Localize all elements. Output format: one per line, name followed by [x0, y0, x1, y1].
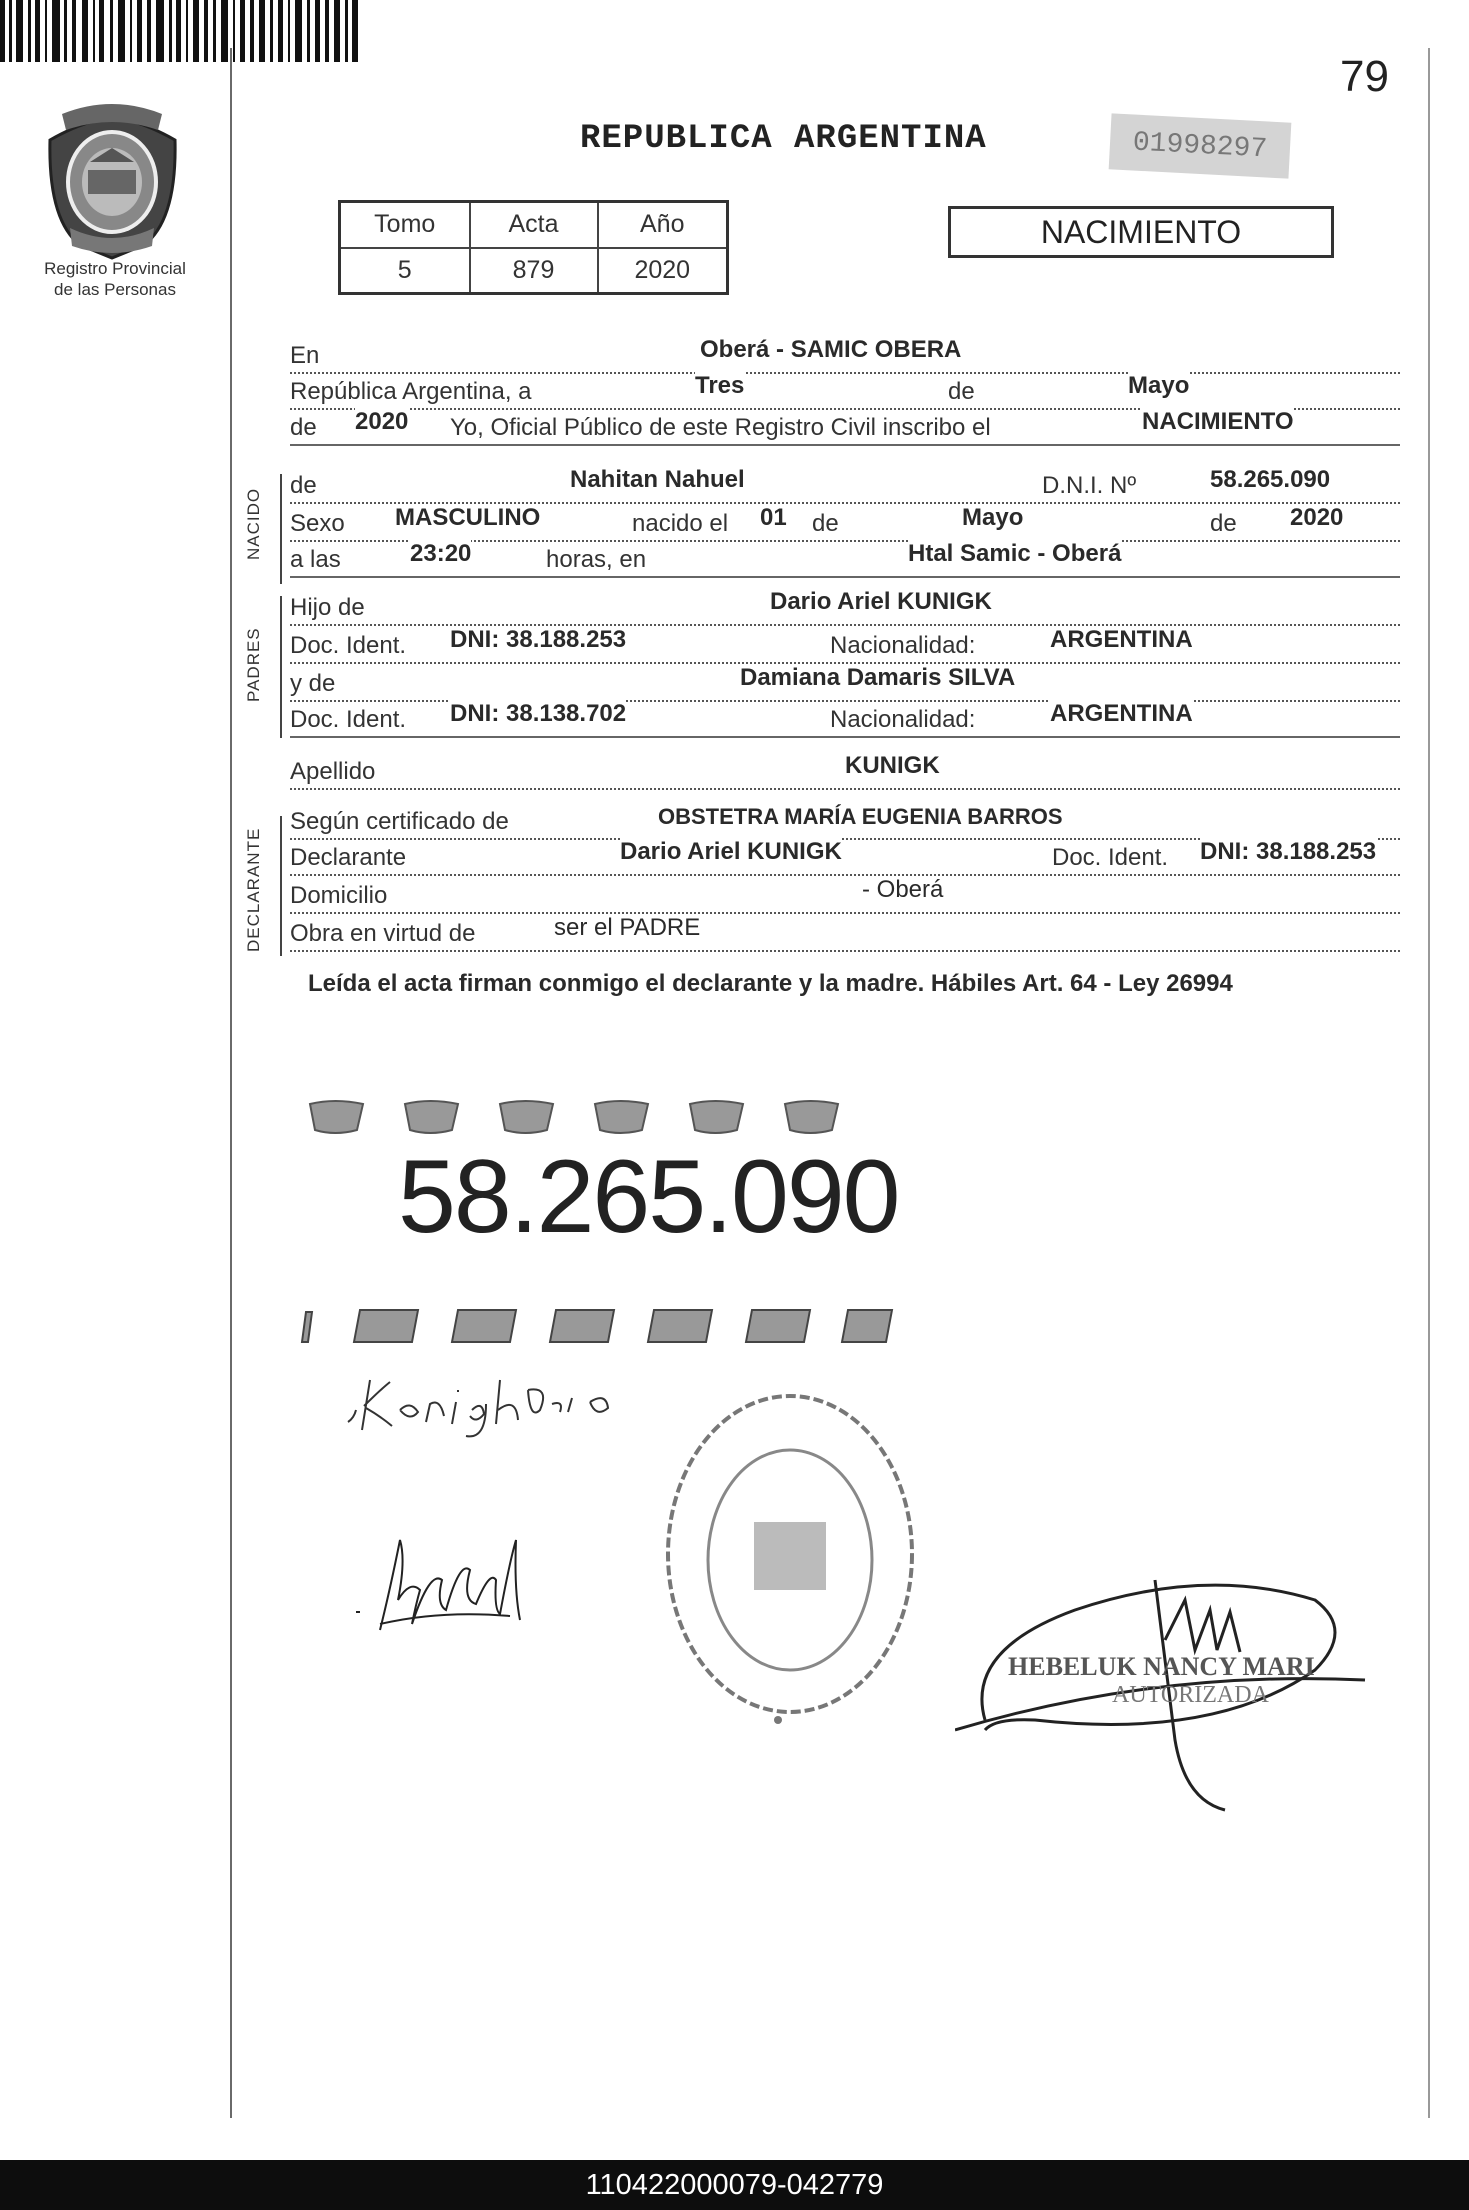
- signature-madre: [350, 1520, 530, 1650]
- line-nombre: [290, 466, 1400, 504]
- barcode-icon: [0, 0, 360, 62]
- padres-group-line: [280, 596, 282, 738]
- security-seal-icon: [785, 1101, 838, 1133]
- security-seal-icon: [310, 1101, 363, 1133]
- padre-nacionalidad-value: ARGENTINA: [1050, 626, 1193, 653]
- security-seal-icon: [500, 1101, 553, 1133]
- security-seal-icon: [452, 1310, 516, 1342]
- registry-header-tomo: Tomo: [340, 202, 470, 248]
- en-label: En: [290, 342, 325, 370]
- dni-label: D.N.I. Nº: [1042, 472, 1142, 500]
- official-stamp-role: AUTORIZADA: [1112, 1682, 1269, 1708]
- nacido-year-value: 2020: [1290, 504, 1344, 531]
- a-las-label: a las: [290, 546, 347, 574]
- security-seal-icon: [746, 1310, 810, 1342]
- madre-nacionalidad-value: ARGENTINA: [1050, 700, 1193, 727]
- nacido-group-label: NACIDO: [244, 487, 263, 560]
- line-en: [290, 336, 1400, 374]
- registry-header-acta: Acta: [470, 202, 598, 248]
- security-seal-icon: [648, 1310, 712, 1342]
- document-type-box: NACIMIENTO: [948, 206, 1334, 258]
- footer-code-bar: 110422000079-042779: [0, 2160, 1469, 2210]
- logo-caption: [20, 258, 210, 300]
- de-label: de: [948, 378, 981, 406]
- madre-nacionalidad-label: Nacionalidad:: [830, 706, 981, 734]
- page-number: 79: [1340, 52, 1389, 101]
- apellido-value: KUNIGK: [845, 752, 940, 779]
- left-margin-line: [230, 48, 232, 2118]
- dni-big-number: 58.265.090: [398, 1139, 899, 1255]
- apellido-label: Apellido: [290, 758, 381, 786]
- acto-value: NACIMIENTO: [1142, 408, 1294, 435]
- padre-nacionalidad-label: Nacionalidad:: [830, 632, 981, 660]
- registry-table: [338, 200, 729, 295]
- nacido-day-value: 01: [760, 504, 787, 531]
- certificado-label: Según certificado de: [290, 808, 515, 836]
- y-de-label: y de: [290, 670, 341, 698]
- sexo-label: Sexo: [290, 510, 351, 538]
- republica-label: República Argentina, a: [290, 378, 538, 406]
- nacido-el-label: nacido el: [632, 510, 734, 538]
- dni-value: 58.265.090: [1210, 466, 1331, 493]
- horas-en-label: horas, en: [546, 546, 652, 574]
- nacido-de-label3: de: [1210, 510, 1243, 538]
- line-apellido: [290, 752, 1400, 790]
- nacido-de-label2: de: [812, 510, 845, 538]
- madre-doc-label: Doc. Ident.: [290, 706, 412, 734]
- padre-value: Dario Ariel KUNIGK: [770, 588, 992, 615]
- handwritten-signature-declarante: [340, 1360, 660, 1440]
- closing-note: Leída el acta firman conmigo el declarante y la madre. Hábiles Art. 64 - Ley 26994: [308, 970, 1233, 997]
- security-seal-icon: [595, 1101, 648, 1133]
- line-certificado: [290, 806, 1400, 840]
- nacido-month-value: Mayo: [962, 504, 1024, 531]
- registry-header-ano: Año: [598, 202, 728, 248]
- padre-doc-value: DNI: 38.188.253: [450, 626, 627, 653]
- year-value: 2020: [355, 408, 409, 435]
- line-madre-doc: [290, 700, 1400, 738]
- security-seal-icon: [550, 1310, 614, 1342]
- oficial-text: Yo, Oficial Público de este Registro Civil inscribo el: [450, 414, 991, 441]
- nacido-group-line: [280, 474, 282, 584]
- security-seal-row-top: [305, 1098, 865, 1138]
- en-value: Oberá - SAMIC OBERA: [700, 336, 962, 363]
- day-value: Tres: [695, 372, 745, 399]
- security-seal-icon: [354, 1310, 418, 1342]
- registry-value-row: [340, 248, 728, 294]
- line-obra: [290, 914, 1400, 952]
- line-declarante: [290, 838, 1400, 876]
- logo-caption-line1: Registro Provincial: [44, 259, 186, 278]
- round-registry-seal: [650, 1380, 930, 1740]
- hora-value: 23:20: [410, 540, 472, 567]
- nombre-value: Nahitan Nahuel: [570, 466, 745, 493]
- declarante-group-line: [280, 816, 282, 956]
- lugar-value: Htal Samic - Oberá: [908, 540, 1122, 567]
- year-prefix: de: [290, 414, 323, 442]
- provincia-misiones-seal-icon: [40, 100, 185, 260]
- serial-stamp: 01998297: [1109, 113, 1292, 178]
- document-title: REPUBLICA ARGENTINA: [580, 120, 987, 158]
- sexo-value: MASCULINO: [395, 504, 541, 531]
- line-year: [290, 408, 1400, 446]
- registry-value-tomo: 5: [340, 248, 470, 294]
- official-stamp-name: HEBELUK NANCY MARI: [1008, 1652, 1315, 1681]
- nacido-de-label: de: [290, 472, 323, 500]
- madre-value: Damiana Damaris SILVA: [740, 664, 1016, 691]
- hijo-de-label: Hijo de: [290, 594, 371, 622]
- obra-value: ser el PADRE: [554, 914, 701, 941]
- security-seal-icon: [690, 1101, 743, 1133]
- declarante-doc-value: DNI: 38.188.253: [1200, 838, 1377, 865]
- certificado-value: OBSTETRA MARÍA EUGENIA BARROS: [658, 804, 1063, 829]
- security-seal-icon: [405, 1101, 458, 1133]
- madre-doc-value: DNI: 38.138.702: [450, 700, 627, 727]
- right-margin-line: [1428, 48, 1430, 2118]
- line-hora: [290, 540, 1400, 578]
- security-seal-icon: [842, 1310, 892, 1342]
- domicilio-value: - Oberá: [862, 876, 944, 903]
- month-value: Mayo: [1128, 372, 1190, 399]
- declarante-value: Dario Ariel KUNIGK: [620, 838, 842, 865]
- obra-label: Obra en virtud de: [290, 920, 481, 948]
- line-padre-doc: [290, 626, 1400, 664]
- security-seal-row-bottom: [300, 1304, 900, 1348]
- line-madre: [290, 664, 1400, 702]
- declarante-doc-label: Doc. Ident.: [1052, 844, 1174, 872]
- padre-doc-label: Doc. Ident.: [290, 632, 412, 660]
- registry-header-row: [340, 202, 728, 248]
- line-domicilio: [290, 876, 1400, 914]
- domicilio-label: Domicilio: [290, 882, 393, 910]
- line-sexo: [290, 504, 1400, 542]
- logo-caption-line2: de las Personas: [54, 280, 176, 299]
- declarante-group-label: DECLARANTE: [244, 827, 263, 952]
- line-republica: [290, 372, 1400, 410]
- padres-group-label: PADRES: [244, 627, 263, 702]
- line-padre: [290, 588, 1400, 626]
- declarante-label: Declarante: [290, 844, 412, 872]
- registry-value-ano: 2020: [598, 248, 728, 294]
- registry-value-acta: 879: [470, 248, 598, 294]
